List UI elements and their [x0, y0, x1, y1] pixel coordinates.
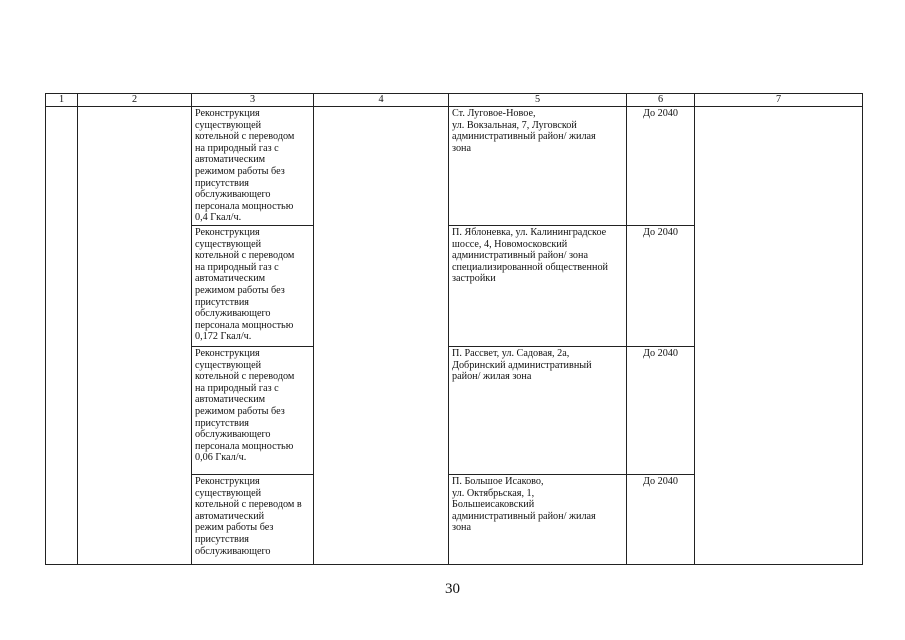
- header-row: [46, 94, 863, 107]
- cell-col-2: [78, 107, 192, 565]
- cell-col-6: [627, 107, 695, 226]
- header-col-4: 4: [314, 94, 449, 107]
- header-col-1: 1: [46, 94, 78, 107]
- location-text: П. Яблоневка, ул. Калининградское шоссе, 4, Новомосковский административный район/ зона специализированной общественной застройки: [452, 226, 608, 285]
- cell-col-7: [695, 107, 863, 565]
- cell-col-3: [192, 474, 314, 564]
- cell-col-3: [192, 346, 314, 474]
- cell-col-4: [314, 107, 449, 565]
- location-text: Ст. Луговое-Новое, ул. Вокзальная, 7, Луговской административный район/ жилая зона: [452, 108, 596, 154]
- cell-col-5: [449, 474, 627, 564]
- data-table: [45, 93, 863, 565]
- cell-col-3: [192, 107, 314, 226]
- cell-col-3: [192, 225, 314, 346]
- header-col-2: 2: [78, 94, 192, 107]
- cell-col-6: [627, 225, 695, 346]
- header-col-6: 6: [627, 94, 695, 107]
- cell-col-6: [627, 474, 695, 564]
- cell-col-5: [449, 225, 627, 346]
- cell-col-5: [449, 107, 627, 226]
- deadline-text: До 2040: [643, 475, 678, 487]
- table-row: [46, 107, 863, 226]
- deadline-text: До 2040: [643, 347, 678, 359]
- deadline-text: До 2040: [643, 226, 678, 238]
- header-col-5: 5: [449, 94, 627, 107]
- cell-col-6: [627, 346, 695, 474]
- location-text: П. Рассвет, ул. Садовая, 2а, Добринский административный район/ жилая зона: [452, 347, 592, 383]
- cell-col-1: [46, 107, 78, 565]
- deadline-text: До 2040: [643, 108, 678, 119]
- location-text: П. Большое Исаково, ул. Октябрьская, 1, Большеисаковский административный район/ жилая зона: [452, 475, 596, 534]
- project-description: Реконструкция существующей котельной с переводом в автоматический режим работы без присутствия обслуживающего: [195, 475, 302, 557]
- page-number: 30: [445, 581, 460, 597]
- cell-col-5: [449, 346, 627, 474]
- header-col-3: 3: [192, 94, 314, 107]
- header-col-7: 7: [695, 94, 863, 107]
- project-description: Реконструкция существующей котельной с переводом на природный газ с автоматическим режимом работы без присутствия обслуживающего персонала мощностью 0,4 Гкал/ч.: [195, 108, 295, 224]
- project-description: Реконструкция существующей котельной с переводом на природный газ с автоматическим режимом работы без присутствия обслуживающего персонала мощностью 0,06 Гкал/ч.: [195, 347, 295, 464]
- project-description: Реконструкция существующей котельной с переводом на природный газ с автоматическим режимом работы без присутствия обслуживающего персонала мощностью 0,172 Гкал/ч.: [195, 226, 295, 343]
